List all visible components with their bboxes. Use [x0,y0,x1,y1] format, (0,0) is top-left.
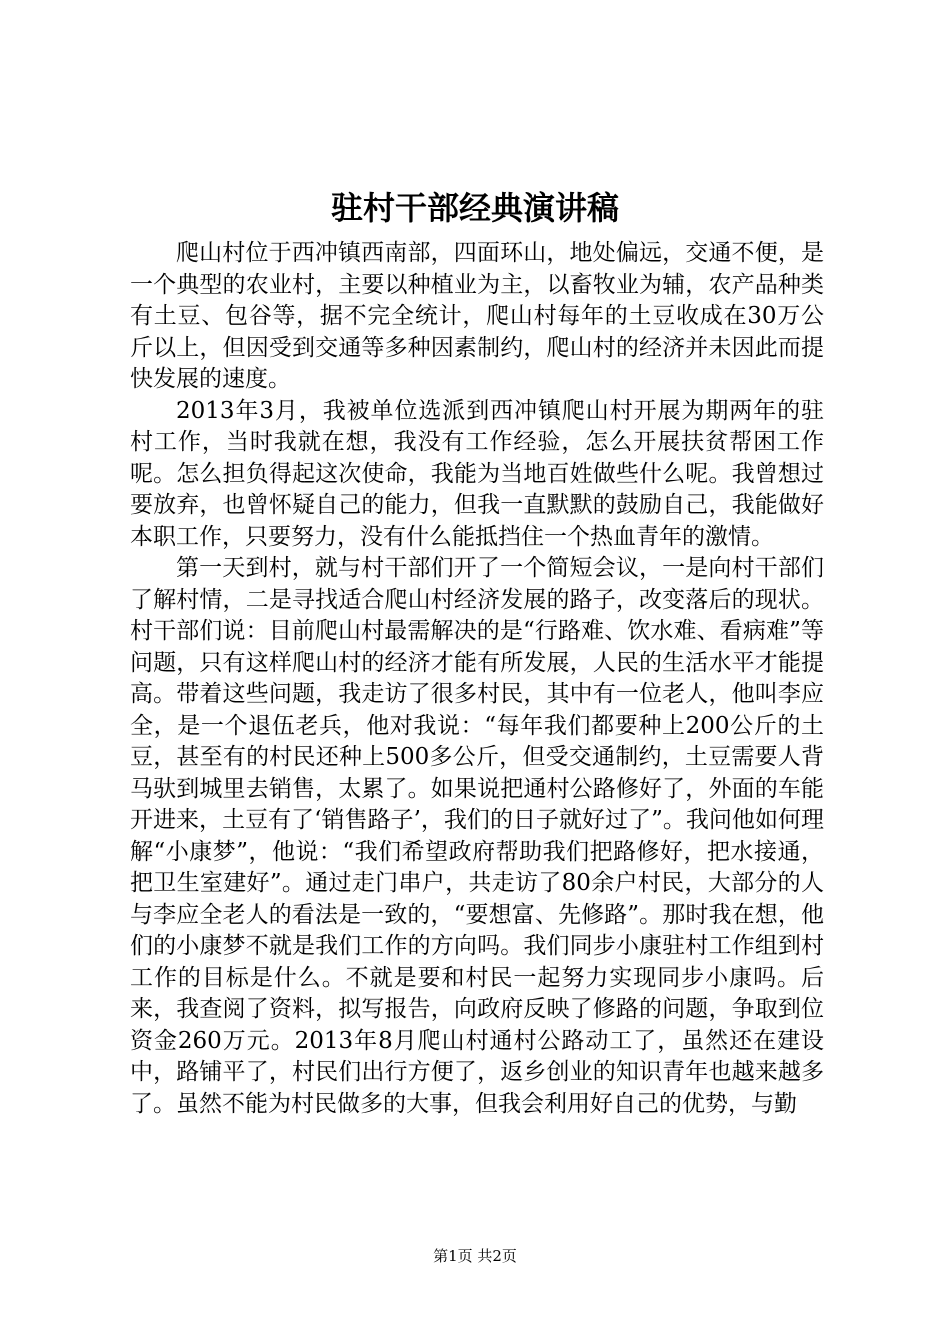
paragraph-1: 爬山村位于西冲镇西南部，四面环山，地处偏远，交通不便，是一个典型的农业村，主要以种植业为主，以畜牧业为辅，农产品种类有土豆、包谷等，据不完全统计，爬山村每年的土豆收成在30万公斤以上，但因受到交通等多种因素制约，爬山村的经济并未因此而提快发展的速度。 [130,240,824,392]
document-title: 驻村干部经典演讲稿 [330,189,619,227]
paragraph-2: 2013年3月，我被单位选派到西冲镇爬山村开展为期两年的驻村工作，当时我就在想，我没有工作经验，怎么开展扶贫帮困工作呢。怎么担负得起这次使命，我能为当地百姓做些什么呢。我曾想过要放弃，也曾怀疑自己的能力，但我一直默默的鼓励自己，我能做好本职工作，只要努力，没有什么能抵挡住一个热血青年的激情。 [130,397,824,550]
page-number-footer: 第1页 共2页 [433,1247,517,1265]
document-body [130,238,824,1120]
paragraph-3: 第一天到村，就与村干部们开了一个简短会议，一是向村干部们了解村情，二是寻找适合爬山村经济发展的路子，改变落后的现状。村干部们说：目前爬山村最需解决的是“行路难、饮水难、看病难”等问题，只有这样爬山村的经济才能有所发展，人民的生活水平才能提高。带着这些问题，我走访了很多村民，其中有一位老人，他叫李应全，是一个退伍老兵，他对我说：“每年我们都要种上200公斤的土豆，甚至有的村民还种上500多公斤，但受交通制约，土豆需要人背马驮到城里去销售，太累了。如果说把通村公路修好了，外面的车能开进来，土豆有了‘销售路子’，我们的日子就好过了”。我问他如何理解“小康梦”，他说：“我们希望政府帮助我们把路修好，把水接通，把卫生室建好”。通过走门串户，共走访了80余户村民，大部分的人与李应全老人的看法是一致的，“要想富、先修路”。那时我在想，他们的小康梦不就是我们工作的方向吗。我们同步小康驻村工作组到村工作的目标是什么。不就是要和村民一起努力实现同步小康吗。后来，我查阅了资料，拟写报告，向政府反映了修路的问题，争取到位资金260万元。2013年8月爬山村通村公路动工了，虽然还在建设中，路铺平了，村民们出行方便了，返乡创业的知识青年也越来越多了。虽然不能为村民做多的大事，但我会利用好自己的优势，与勤 [130,555,824,1117]
